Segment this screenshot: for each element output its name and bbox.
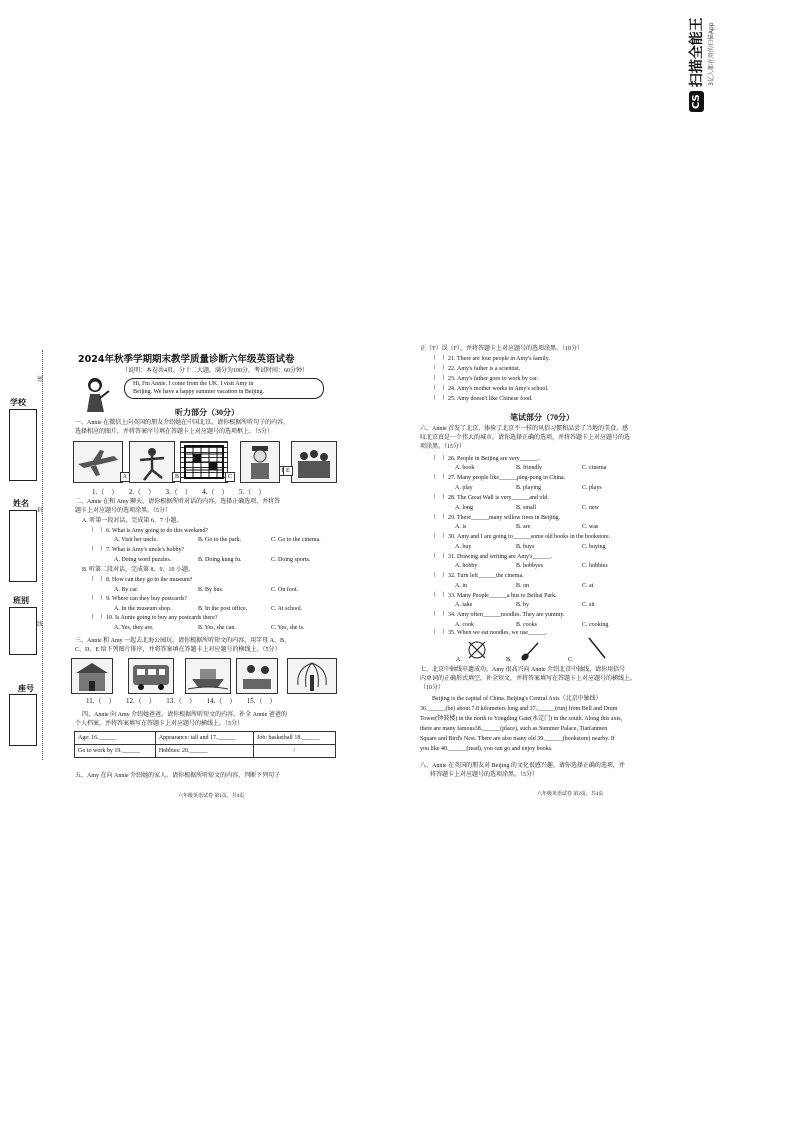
question-6: （ ）6. What is Amy going to do this weekend? <box>88 528 209 534</box>
school-field[interactable] <box>9 409 37 481</box>
picture-family-group <box>286 441 337 483</box>
picture-tai-chi <box>129 441 179 483</box>
right-page-footer: 六年级英语试卷 第2页，共4页 <box>537 792 604 797</box>
q32-option-c[interactable]: C. at <box>582 583 594 589</box>
section6-line-1: 六、Annie 首发了北京，体验了北京不一样的风俗习惯和品尝了当地的美食。感 <box>420 426 629 432</box>
commute-cell[interactable]: Go to work by 19.______ <box>75 745 156 758</box>
bubble-line-1: Hi, I'm Annie. I come from the UK. I visit Amy in <box>133 381 254 387</box>
q29-option-c[interactable]: C. was <box>582 524 599 530</box>
section7-line-2: 内单词的正确形式填空，补全短文，并将答案填写在答题卡上对应题号的横线上。 <box>420 676 637 682</box>
q10-option-a[interactable]: A. Yes, they are. <box>114 625 154 631</box>
cs-logo-badge: CS <box>689 91 704 112</box>
q35-option-a[interactable]: A. <box>456 657 462 663</box>
tf-item-24[interactable]: （ ）24. Amy's mother works in Amy's school. <box>430 386 549 392</box>
picture-letter-b: B <box>172 472 182 482</box>
question-30: （ ）30. Amy and I are going to______some old books in the bookstore. <box>430 534 611 540</box>
scanner-app-name: 扫描全能王 <box>689 17 705 88</box>
section8-line-1: 八、Annie 在英国的朋友对 Beijing 的文化很感兴趣。请你选择正确的选项，并 <box>420 763 625 769</box>
question-10: （ ）10. Is Annie going to buy any postcards there? <box>88 615 218 621</box>
q26-option-a[interactable]: A. book <box>455 465 475 471</box>
q32-option-b[interactable]: B. on <box>516 583 530 589</box>
q27-option-c[interactable]: C. plays <box>582 485 602 491</box>
question-27: （ ）27. Many people like______ping-pong in China. <box>430 475 566 481</box>
q30-option-b[interactable]: B. buys <box>516 544 535 550</box>
q27-option-b[interactable]: B. playing <box>516 485 541 491</box>
seal-mark-3: 线 <box>37 621 44 628</box>
q8-option-b[interactable]: B. By bus. <box>198 587 224 593</box>
q28-option-b[interactable]: B. small <box>516 505 537 511</box>
q31-option-c[interactable]: C. hobbies <box>582 563 608 569</box>
tf-item-25[interactable]: （ ）25. Amy doesn't like Chinese food. <box>430 396 533 402</box>
question-28: （ ）28. The Great Wall is very______and old. <box>430 495 549 501</box>
q28-option-c[interactable]: C. new <box>582 505 599 511</box>
q35-option-c[interactable]: C. <box>568 657 574 663</box>
tf-item-22[interactable]: （ ）22. Amy's father is a scientist. <box>430 366 521 372</box>
section7-line-1: 七、北京中轴线申遗成功，Amy 很高兴向 Annie 介绍北京中轴线，请你用括号 <box>420 667 626 673</box>
empty-cell: / <box>254 745 336 758</box>
q33-option-a[interactable]: A. take <box>455 602 473 608</box>
q9-option-b[interactable]: B. In the post office. <box>198 606 248 612</box>
section2-line-1: 二、Annie 在和 Amy 聊天，请你根据所听对话的内容，选择正确选项，并将答 <box>75 499 281 505</box>
picture-letter-e: E <box>283 466 293 476</box>
picture-willow-tree <box>287 658 337 694</box>
job-cell[interactable]: Job: basketball 18.______ <box>254 732 336 745</box>
passage-line-2[interactable]: 36.______(be) about 7.8 kilometers long and 37.______(run) from Bell and Drum <box>420 706 618 712</box>
seal-mark-1: 密 <box>37 376 44 383</box>
section3-answer-slots[interactable]: 11.（ ） 12.（ ） 13.（ ） 14.（ ） 15.（ ） <box>86 697 277 705</box>
question-29: （ ）29. There______many willow trees in Beijing. <box>430 515 561 521</box>
school-label: 学校 <box>10 398 26 407</box>
q10-option-c[interactable]: C. Yes, she is. <box>271 625 305 631</box>
left-page-footer: 六年级英语试卷 第1页，共4页 <box>178 794 245 799</box>
seal-mark-2: 封 <box>37 507 44 514</box>
appearance-cell[interactable]: Appearance: tall and 17.______ <box>155 732 253 745</box>
q9-option-c[interactable]: C. At school. <box>271 606 303 612</box>
question-9: （ ）9. Where can they buy postcards? <box>88 596 187 602</box>
class-label: 班别 <box>13 596 29 605</box>
passage-line-3: Tower(钟鼓楼) in the north to Yongding Gate(永定门) in the south. Along this axis, <box>420 716 623 722</box>
section4-line-2: 个人档案，并将答案填写在答题卡上对应题号的横线上。（5分） <box>75 721 244 727</box>
picture-airplane <box>73 441 127 483</box>
q28-option-a[interactable]: A. long <box>455 505 473 511</box>
seat-label: 座号 <box>18 684 34 693</box>
scanner-tagline: 3亿人都在用的扫描App <box>708 22 715 86</box>
q7-option-a[interactable]: A. Doing word puzzles. <box>114 557 172 563</box>
question-35: （ ）35. When we eat noodles, we use______. <box>430 630 548 636</box>
section3-line-2: C、D、E 给下列图片排序，并将答案填在答题卡上对应题号的横线上。（5分） <box>75 647 281 653</box>
picture-people-eating <box>236 658 278 694</box>
question-32: （ ）32. Turn left______the cinema. <box>430 573 524 579</box>
q9-option-a[interactable]: A. In the museum shop. <box>114 606 172 612</box>
q33-option-c[interactable]: C. sit <box>582 602 595 608</box>
hobbies-cell[interactable]: Hobbies: 20.______ <box>155 745 253 758</box>
section2-part-a: A. 听第一段对话，完成第 6、7 小题。 <box>82 518 183 524</box>
section1-answer-slots[interactable]: 1.（ ） 2.（ ） 3.（ ） 4.（ ） 5.（ ） <box>92 488 266 496</box>
q29-option-b[interactable]: B. are <box>516 524 531 530</box>
bubble-line-2: Beijing. We have a happy summer vacation in Beijing. <box>133 389 265 395</box>
tf-item-23[interactable]: （ ）23. Amy's father goes to work by car. <box>430 376 538 382</box>
chopsticks-icon <box>466 638 488 660</box>
q8-option-a[interactable]: A. By car. <box>114 587 139 593</box>
question-26: （ ）26. People in Beijing are very______. <box>430 456 540 462</box>
q34-option-b[interactable]: B. cooks <box>516 622 537 628</box>
table-row <box>75 745 336 758</box>
knife-icon <box>586 636 608 660</box>
section3-line-1: 三、Annie 和 Amy 一起去北海公园玩。请你根据所听短文的内容，用字母 A、B、 <box>75 638 290 644</box>
q26-option-c[interactable]: C. cinema <box>582 465 607 471</box>
q6-option-b[interactable]: B. Go to the park. <box>198 537 241 543</box>
picture-crossword <box>180 441 232 483</box>
section6-line-3: 项涂黑。（15分） <box>420 444 466 450</box>
age-cell[interactable]: Age: 16.______ <box>75 732 156 745</box>
class-field[interactable] <box>9 607 37 655</box>
picture-building <box>71 658 113 694</box>
section5-continued: 正（T）误（F），并将答题卡上对应题号的选项涂黑。（10分） <box>420 346 584 352</box>
q6-option-c[interactable]: C. Go to the cinema. <box>271 537 321 543</box>
exam-instructions: （说明：本卷共4页，分十二大题，满分为100分，考试时间：60分钟） <box>122 368 309 374</box>
q34-option-a[interactable]: A. cook <box>455 622 474 628</box>
table-row <box>75 732 336 745</box>
picture-man-with-cap <box>240 441 280 483</box>
dad-profile-table <box>74 731 336 758</box>
section2-line-2: 题卡上对应题号的选项涂黑。（5分） <box>75 508 172 514</box>
section4-line-1: 四、Annie 向 Amy 介绍她爸爸。请你根据所听短文的内容，补全 Annie 爸爸的 <box>82 712 287 718</box>
name-field[interactable] <box>9 510 37 582</box>
q32-option-a[interactable]: A. in <box>455 583 467 589</box>
q34-option-c[interactable]: C. cooking <box>582 622 609 628</box>
section5-line: 五、Amy 在向 Annie 介绍她的家人。请你根据所听短文的内容，判断下列句子 <box>75 773 281 779</box>
question-34: （ ）34. Amy often______noodles. They are yummy. <box>430 612 565 618</box>
q29-option-a[interactable]: A. is <box>455 524 467 530</box>
q31-option-a[interactable]: A. hobby <box>455 563 478 569</box>
picture-bus <box>128 658 174 694</box>
picture-boat <box>185 658 231 694</box>
annie-cartoon <box>82 376 112 412</box>
section1-line-1: 一、Annie 在微信上向英国的朋友介绍她在中国北京。请你根据所听句子的内容， <box>75 420 290 426</box>
written-heading: 笔试部分（70分） <box>510 413 574 422</box>
q8-option-c[interactable]: C. On foot. <box>271 587 298 593</box>
q33-option-b[interactable]: B. by <box>516 602 530 608</box>
question-7: （ ）7. What is Amy's uncle's hobby? <box>88 547 185 553</box>
q10-option-b[interactable]: B. Yes, she can. <box>198 625 236 631</box>
seat-field[interactable] <box>9 694 37 746</box>
name-label: 姓名 <box>13 499 29 508</box>
section8-line-2: 将答题卡上对应题号的选项涂黑。（5分） <box>430 772 539 778</box>
spoon-icon <box>518 640 540 662</box>
scanner-watermark <box>686 0 722 112</box>
listening-heading: 听力部分（30分） <box>175 408 239 417</box>
q35-option-b[interactable]: B. <box>506 657 512 663</box>
passage-line-4[interactable]: there are many famous38.______(place), such as Summer Palace, Tian'anmen <box>420 726 608 732</box>
q7-option-b[interactable]: B. Doing kung fu. <box>198 557 242 563</box>
tf-item-21[interactable]: （ ）21. There are four people in Amy's family. <box>430 356 550 362</box>
q30-option-c[interactable]: C. buying <box>582 544 606 550</box>
seal-line <box>42 350 43 760</box>
q31-option-b[interactable]: B. hobbyes <box>516 563 543 569</box>
section7-line-3: （10分） <box>420 685 445 691</box>
section2-part-b: B. 听第二段对话，完成第 8、9、10 小题。 <box>82 567 195 573</box>
picture-letter-c: C <box>225 472 235 482</box>
speech-bubble <box>124 378 324 399</box>
passage-line-1: Beijing is the capital of China. Beijing's Central Axis（北京中轴线） <box>420 696 602 702</box>
question-8: （ ）8. How can they go to the museum? <box>88 577 193 583</box>
picture-letter-a: A <box>120 472 130 482</box>
passage-line-5[interactable]: Square and Bird's Nest. There are also many old 39.______(bookstore) nearby. If <box>420 736 615 742</box>
q6-option-a[interactable]: A. Visit her uncle. <box>114 537 158 543</box>
section1-line-2: 选择相应的图片，并将答案序号填在答题卡上对应题号的选项框上。（5分） <box>75 429 274 435</box>
q26-option-b[interactable]: B. friendly <box>516 465 542 471</box>
exam-title: 2024年秋季学期期末教学质量诊断六年级英语试卷 <box>78 354 295 365</box>
q7-option-c[interactable]: C. Doing sports. <box>271 557 311 563</box>
question-33: （ ）33. Many People______a bus to Beihai Park. <box>430 593 557 599</box>
q30-option-a[interactable]: A. buy <box>455 544 472 550</box>
q27-option-a[interactable]: A. play <box>455 485 473 491</box>
passage-line-6[interactable]: you like 40.______(read), you can go and enjoy books. <box>420 746 553 752</box>
section6-line-2: 叹北京真是一个伟大的城市。请你选择正确的选项，并将答题卡上对应题号的选 <box>420 435 631 441</box>
question-31: （ ）31. Drawing and writing are Amy's______. <box>430 554 552 560</box>
